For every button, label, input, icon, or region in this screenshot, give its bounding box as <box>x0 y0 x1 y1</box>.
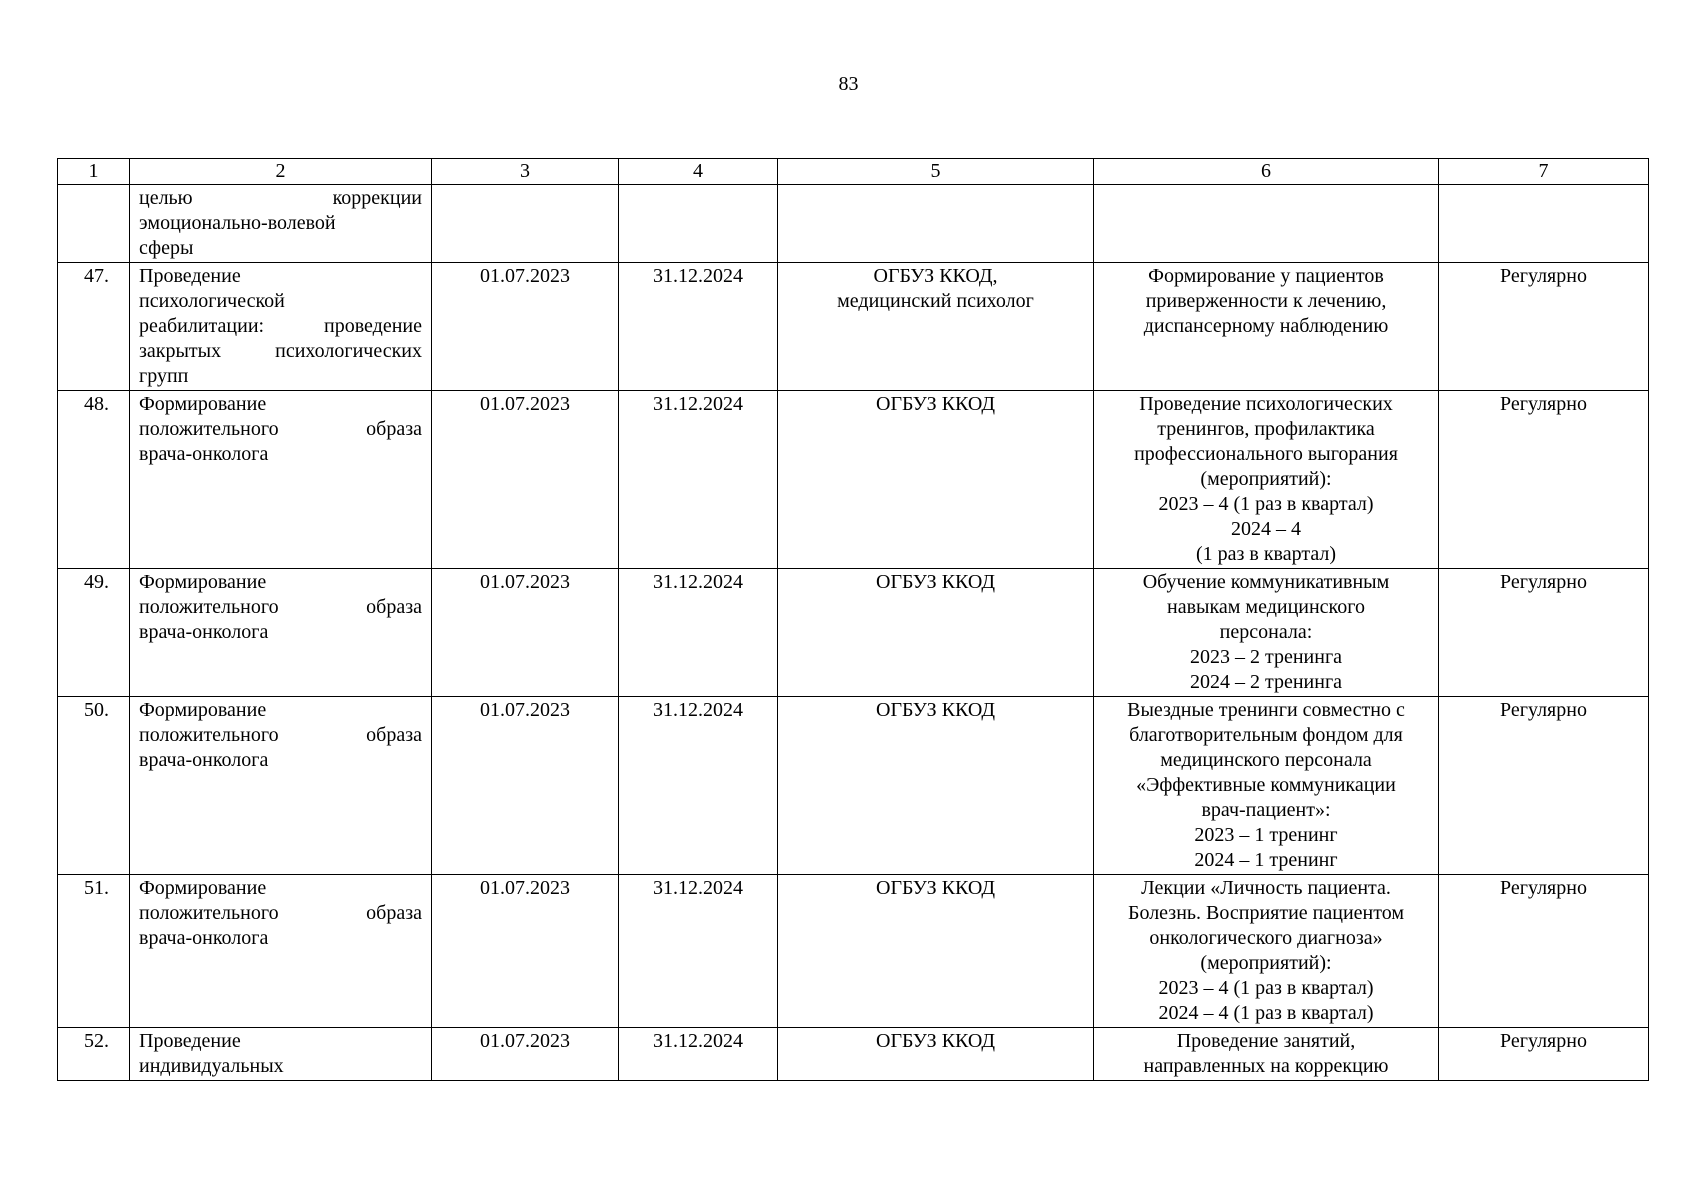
cell-text-line: Выездные тренинги совместно с <box>1127 699 1405 721</box>
expected-result-cell <box>1094 391 1439 569</box>
periodicity-cell: Регулярно <box>1439 569 1649 697</box>
end-date-cell: 31.12.2024 <box>619 697 778 875</box>
column-header: 6 <box>1094 159 1439 185</box>
cell-text-line: Формирование у пациентов <box>1148 265 1384 287</box>
cell-text-line: ОГБУЗ ККОД <box>876 1030 995 1052</box>
cell-text-line: врач-пациент»: <box>1201 799 1331 821</box>
cell-text-line: приверженности к лечению, <box>1145 290 1387 312</box>
cell-text-line: Проведение психологических <box>1139 393 1393 415</box>
table-row <box>58 697 1649 875</box>
expected-result-cell <box>1094 875 1439 1028</box>
start-date-cell: 01.07.2023 <box>432 1028 619 1081</box>
row-number-cell: 47. <box>58 263 130 391</box>
cell-text-line: Формирование <box>139 877 267 899</box>
activity-name-cell <box>130 875 432 1028</box>
column-header: 2 <box>130 159 432 185</box>
table-row <box>58 875 1649 1028</box>
cell-text-line: Обучение коммуникативным <box>1142 571 1390 593</box>
expected-result-cell <box>1094 263 1439 391</box>
cell-text-line: 2023 – 4 (1 раз в квартал) <box>1158 977 1374 999</box>
column-header: 7 <box>1439 159 1649 185</box>
column-header: 4 <box>619 159 778 185</box>
cell-text-line: 2024 – 2 тренинга <box>1189 671 1343 693</box>
activity-name-cell <box>130 185 432 263</box>
executor-cell <box>778 875 1094 1028</box>
cell-text-line: профессионального выгорания <box>1134 443 1398 465</box>
cell-text-line: благотворительным фондом для <box>1129 724 1403 746</box>
cell-text-line: ОГБУЗ ККОД, <box>873 265 998 287</box>
column-header: 1 <box>58 159 130 185</box>
executor-cell <box>778 263 1094 391</box>
activity-name-cell <box>130 263 432 391</box>
cell-text-line: онкологического диагноза» <box>1149 927 1383 949</box>
cell-text-line: (мероприятий): <box>1200 468 1332 490</box>
cell-text-line: тренингов, профилактика <box>1157 418 1375 440</box>
cell-text-line: 2024 – 4 <box>1231 518 1301 540</box>
executor-cell <box>778 185 1094 263</box>
row-number-cell: 50. <box>58 697 130 875</box>
start-date-cell: 01.07.2023 <box>432 875 619 1028</box>
cell-text-line: положительного образа <box>139 724 422 746</box>
cell-text-line: положительного образа <box>139 418 422 440</box>
periodicity-cell: Регулярно <box>1439 1028 1649 1081</box>
cell-text-line: эмоционально-волевой <box>139 212 336 234</box>
cell-text-line: ОГБУЗ ККОД <box>876 877 995 899</box>
cell-text-line: 2023 – 4 (1 раз в квартал) <box>1158 493 1374 515</box>
cell-text-line: сферы <box>139 237 194 259</box>
end-date-cell: 31.12.2024 <box>619 263 778 391</box>
cell-text-line: Формирование <box>139 571 267 593</box>
executor-cell <box>778 391 1094 569</box>
cell-text-line: «Эффективные коммуникации <box>1136 774 1396 796</box>
cell-text-line: 2024 – 4 (1 раз в квартал) <box>1158 1002 1374 1024</box>
end-date-cell: 31.12.2024 <box>619 569 778 697</box>
table-row <box>58 1028 1649 1081</box>
cell-text-line: врача-онколога <box>139 621 269 643</box>
row-number-cell: 51. <box>58 875 130 1028</box>
cell-text-line: медицинский психолог <box>837 290 1034 312</box>
periodicity-cell: Регулярно <box>1439 875 1649 1028</box>
page-number: 83 <box>838 73 859 95</box>
cell-text-line: (1 раз в квартал) <box>1195 543 1337 565</box>
cell-text-line: целью коррекции <box>139 187 422 209</box>
row-number-cell: 48. <box>58 391 130 569</box>
cell-text-line: врача-онколога <box>139 927 269 949</box>
start-date-cell: 01.07.2023 <box>432 391 619 569</box>
start-date-cell: 01.07.2023 <box>432 697 619 875</box>
cell-text-line: Проведение занятий, <box>1176 1030 1356 1052</box>
expected-result-cell <box>1094 185 1439 263</box>
activities-table <box>57 158 1649 1081</box>
start-date-cell: 01.07.2023 <box>432 569 619 697</box>
table-row <box>58 185 1649 263</box>
cell-text-line: медицинского персонала <box>1160 749 1372 771</box>
expected-result-cell <box>1094 569 1439 697</box>
column-header: 5 <box>778 159 1094 185</box>
cell-text-line: персонала: <box>1219 621 1313 643</box>
cell-text-line: 2023 – 2 тренинга <box>1189 646 1343 668</box>
cell-text-line: Проведение <box>139 265 241 287</box>
table-row <box>58 263 1649 391</box>
end-date-cell <box>619 185 778 263</box>
executor-cell <box>778 1028 1094 1081</box>
periodicity-cell <box>1439 185 1649 263</box>
table-row <box>58 391 1649 569</box>
column-numbers-row <box>58 159 1649 185</box>
start-date-cell <box>432 185 619 263</box>
expected-result-cell <box>1094 1028 1439 1081</box>
cell-text-line: положительного образа <box>139 596 422 618</box>
cell-text-line: групп <box>139 365 189 387</box>
activity-name-cell <box>130 569 432 697</box>
cell-text-line: 2024 – 1 тренинг <box>1194 849 1338 871</box>
periodicity-cell: Регулярно <box>1439 391 1649 569</box>
row-number-cell: 52. <box>58 1028 130 1081</box>
table-row <box>58 569 1649 697</box>
cell-text-line: психологической <box>139 290 285 312</box>
cell-text-line: (мероприятий): <box>1200 952 1332 974</box>
cell-text-line: диспансерному наблюдению <box>1143 315 1389 337</box>
cell-text-line: Формирование <box>139 393 267 415</box>
cell-text-line: положительного образа <box>139 902 422 924</box>
cell-text-line: ОГБУЗ ККОД <box>876 699 995 721</box>
row-number-cell <box>58 185 130 263</box>
cell-text-line: направленных на коррекцию <box>1143 1055 1389 1077</box>
cell-text-line: Лекции «Личность пациента. <box>1141 877 1391 899</box>
cell-text-line: реабилитации: проведение <box>139 315 422 337</box>
expected-result-cell <box>1094 697 1439 875</box>
periodicity-cell: Регулярно <box>1439 263 1649 391</box>
cell-text-line: ОГБУЗ ККОД <box>876 393 995 415</box>
cell-text-line: ОГБУЗ ККОД <box>876 571 995 593</box>
end-date-cell: 31.12.2024 <box>619 875 778 1028</box>
end-date-cell: 31.12.2024 <box>619 1028 778 1081</box>
executor-cell <box>778 569 1094 697</box>
end-date-cell: 31.12.2024 <box>619 391 778 569</box>
column-header: 3 <box>432 159 619 185</box>
activity-name-cell <box>130 697 432 875</box>
row-number-cell: 49. <box>58 569 130 697</box>
cell-text-line: Проведение <box>139 1030 241 1052</box>
cell-text-line: 2023 – 1 тренинг <box>1194 824 1338 846</box>
cell-text-line: врача-онколога <box>139 749 269 771</box>
cell-text-line: закрытых психологических <box>139 340 422 362</box>
periodicity-cell: Регулярно <box>1439 697 1649 875</box>
cell-text-line: Болезнь. Восприятие пациентом <box>1127 902 1404 924</box>
cell-text-line: Формирование <box>139 699 267 721</box>
cell-text-line: врача-онколога <box>139 443 269 465</box>
activity-name-cell <box>130 391 432 569</box>
cell-text-line: навыкам медицинского <box>1167 596 1365 618</box>
activity-name-cell <box>130 1028 432 1081</box>
executor-cell <box>778 697 1094 875</box>
cell-text-line: индивидуальных <box>139 1055 284 1077</box>
start-date-cell: 01.07.2023 <box>432 263 619 391</box>
